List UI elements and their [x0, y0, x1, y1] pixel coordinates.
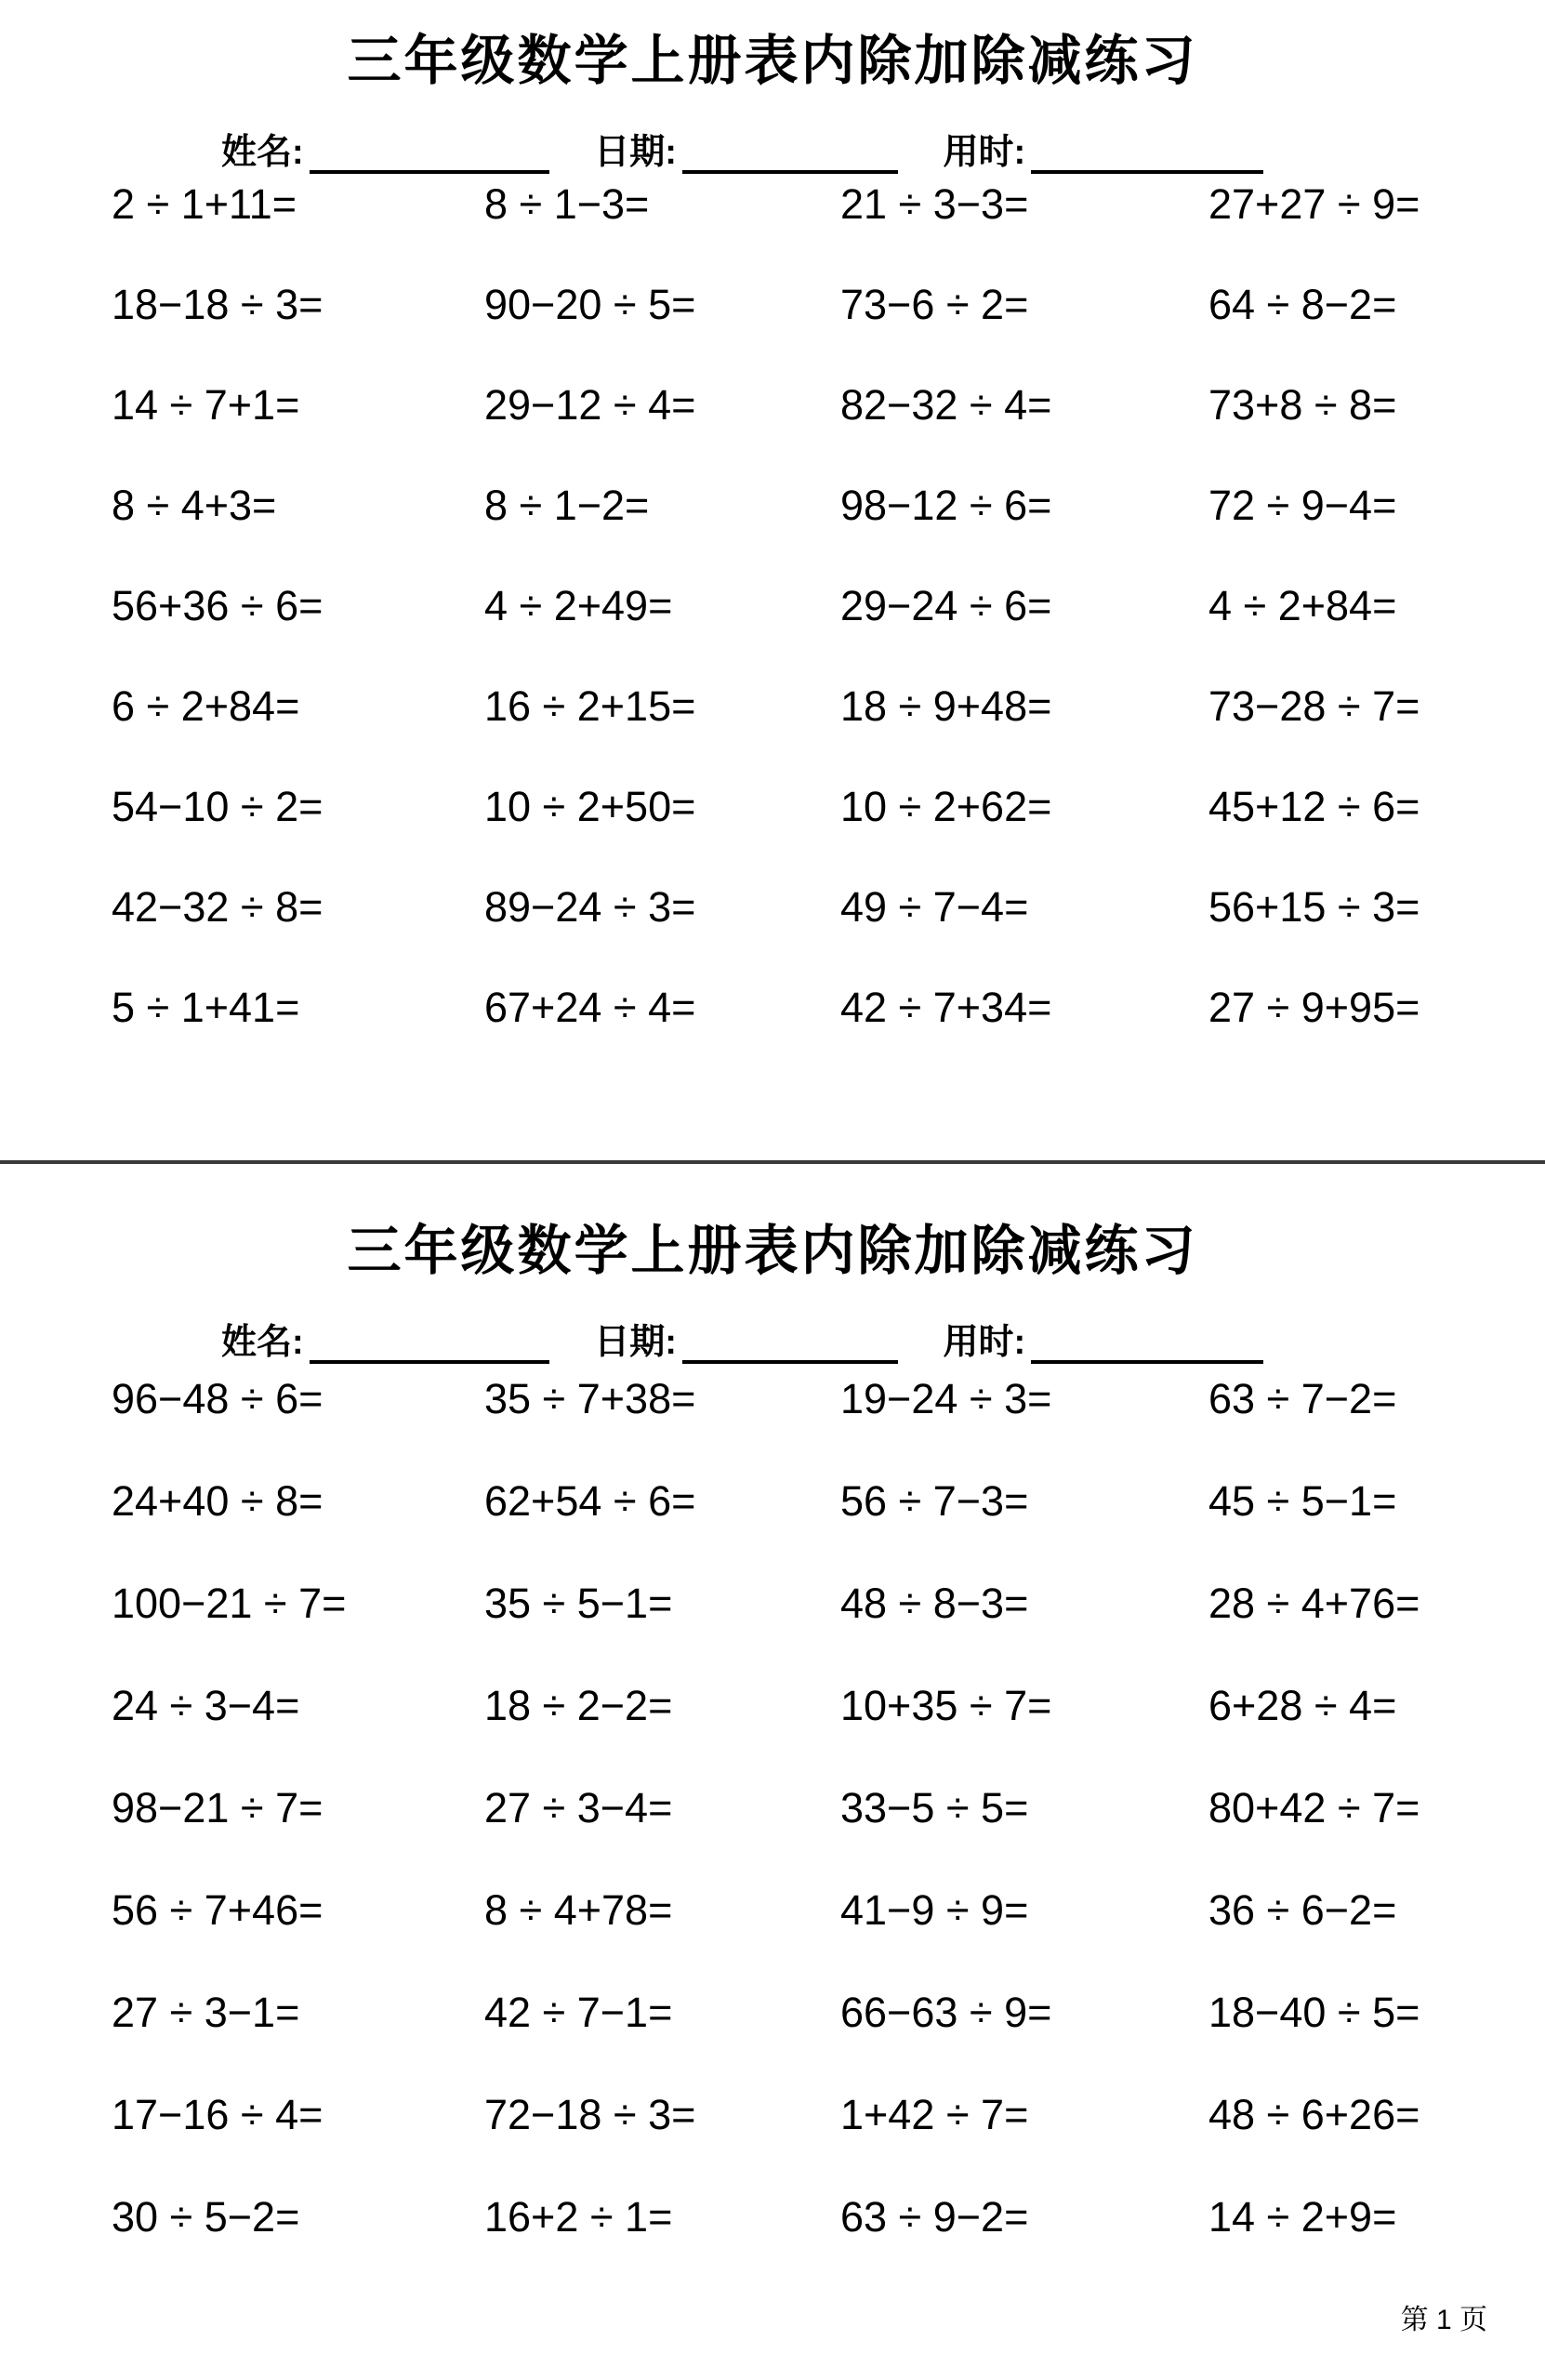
- problem-expression: 10 ÷ 2+62=: [840, 783, 1052, 830]
- problem-expression: 56 ÷ 7−3=: [840, 1477, 1029, 1525]
- problem-expression: 90−20 ÷ 5=: [484, 281, 696, 328]
- problem-expression: 42 ÷ 7+34=: [840, 984, 1052, 1031]
- time-blank-line: [1031, 1323, 1263, 1364]
- problem-expression: 10 ÷ 2+50=: [484, 783, 696, 830]
- problem-expression: 18−40 ÷ 5=: [1208, 1989, 1420, 2036]
- problem-expression: 16+2 ÷ 1=: [484, 2193, 673, 2241]
- date-label: 日期:: [594, 1323, 677, 1362]
- problem-expression: 8 ÷ 4+3=: [112, 482, 277, 529]
- name-label: 姓名:: [221, 133, 304, 172]
- date-blank-line: [682, 1323, 898, 1364]
- problem-expression: 6 ÷ 2+84=: [112, 682, 300, 730]
- problem-expression: 18 ÷ 9+48=: [840, 682, 1052, 730]
- problem-expression: 82−32 ÷ 4=: [840, 381, 1052, 429]
- problem-expression: 33−5 ÷ 5=: [840, 1784, 1029, 1831]
- problem-expression: 35 ÷ 5−1=: [484, 1580, 673, 1627]
- problem-expression: 27 ÷ 3−1=: [112, 1989, 300, 2036]
- problem-expression: 42−32 ÷ 8=: [112, 883, 324, 931]
- problem-expression: 14 ÷ 2+9=: [1208, 2193, 1397, 2241]
- problem-expression: 98−12 ÷ 6=: [840, 482, 1052, 529]
- problem-expression: 62+54 ÷ 6=: [484, 1477, 696, 1525]
- problem-expression: 48 ÷ 6+26=: [1208, 2091, 1420, 2138]
- problem-expression: 16 ÷ 2+15=: [484, 682, 696, 730]
- problem-expression: 56+36 ÷ 6=: [112, 582, 324, 629]
- section1-header: [221, 123, 1263, 174]
- problem-expression: 17−16 ÷ 4=: [112, 2091, 324, 2138]
- problem-expression: 29−24 ÷ 6=: [840, 582, 1052, 629]
- problem-expression: 35 ÷ 7+38=: [484, 1375, 696, 1422]
- section1-title: 三年级数学上册表内除加除减练习: [347, 31, 1198, 91]
- problem-expression: 98−21 ÷ 7=: [112, 1784, 324, 1831]
- problem-expression: 56 ÷ 7+46=: [112, 1886, 324, 1934]
- problem-expression: 36 ÷ 6−2=: [1208, 1886, 1397, 1934]
- page-footer: 第 1 页: [1400, 2305, 1487, 2335]
- problem-expression: 73−28 ÷ 7=: [1208, 682, 1420, 730]
- problem-expression: 45 ÷ 5−1=: [1208, 1477, 1397, 1525]
- problem-expression: 73+8 ÷ 8=: [1208, 381, 1397, 429]
- date-label: 日期:: [594, 133, 677, 172]
- problem-expression: 4 ÷ 2+49=: [484, 582, 673, 629]
- problem-expression: 1+42 ÷ 7=: [840, 2091, 1029, 2138]
- problem-expression: 24 ÷ 3−4=: [112, 1682, 300, 1729]
- problem-expression: 21 ÷ 3−3=: [840, 180, 1029, 228]
- problem-expression: 42 ÷ 7−1=: [484, 1989, 673, 2036]
- problem-expression: 66−63 ÷ 9=: [840, 1989, 1052, 2036]
- problem-expression: 72−18 ÷ 3=: [484, 2091, 696, 2138]
- problem-expression: 10+35 ÷ 7=: [840, 1682, 1052, 1729]
- time-blank-line: [1031, 133, 1263, 174]
- problem-expression: 18 ÷ 2−2=: [484, 1682, 673, 1729]
- problem-expression: 29−12 ÷ 4=: [484, 381, 696, 429]
- problem-expression: 6+28 ÷ 4=: [1208, 1682, 1397, 1729]
- date-blank-line: [682, 133, 898, 174]
- problem-expression: 63 ÷ 9−2=: [840, 2193, 1029, 2241]
- problem-expression: 5 ÷ 1+41=: [112, 984, 300, 1031]
- problem-expression: 24+40 ÷ 8=: [112, 1477, 324, 1525]
- problem-expression: 100−21 ÷ 7=: [112, 1580, 347, 1627]
- problem-expression: 27 ÷ 9+95=: [1208, 984, 1420, 1031]
- problem-expression: 8 ÷ 1−2=: [484, 482, 650, 529]
- problem-expression: 63 ÷ 7−2=: [1208, 1375, 1397, 1422]
- problem-expression: 19−24 ÷ 3=: [840, 1375, 1052, 1422]
- problem-expression: 14 ÷ 7+1=: [112, 381, 300, 429]
- problem-expression: 30 ÷ 5−2=: [112, 2193, 300, 2241]
- problem-expression: 27 ÷ 3−4=: [484, 1784, 673, 1831]
- problem-expression: 4 ÷ 2+84=: [1208, 582, 1397, 629]
- problem-expression: 18−18 ÷ 3=: [112, 281, 324, 328]
- problem-expression: 28 ÷ 4+76=: [1208, 1580, 1420, 1627]
- section2-header: [221, 1313, 1263, 1364]
- problem-expression: 45+12 ÷ 6=: [1208, 783, 1420, 830]
- problem-expression: 96−48 ÷ 6=: [112, 1375, 324, 1422]
- name-label: 姓名:: [221, 1323, 304, 1362]
- name-blank-line: [310, 1323, 549, 1364]
- problem-expression: 8 ÷ 4+78=: [484, 1886, 673, 1934]
- section-divider: [0, 1160, 1545, 1164]
- problem-expression: 72 ÷ 9−4=: [1208, 482, 1397, 529]
- section2-problems-grid: [112, 1377, 1545, 2297]
- problem-expression: 8 ÷ 1−3=: [484, 180, 650, 228]
- problem-expression: 27+27 ÷ 9=: [1208, 180, 1420, 228]
- problem-expression: 67+24 ÷ 4=: [484, 984, 696, 1031]
- problem-expression: 54−10 ÷ 2=: [112, 783, 324, 830]
- section2-title: 三年级数学上册表内除加除减练习: [347, 1221, 1198, 1281]
- section1-problems-grid: [112, 182, 1545, 1086]
- problem-expression: 89−24 ÷ 3=: [484, 883, 696, 931]
- problem-expression: 2 ÷ 1+11=: [112, 180, 297, 228]
- problem-expression: 48 ÷ 8−3=: [840, 1580, 1029, 1627]
- problem-expression: 73−6 ÷ 2=: [840, 281, 1029, 328]
- time-label: 用时:: [943, 1323, 1026, 1362]
- problem-expression: 41−9 ÷ 9=: [840, 1886, 1029, 1934]
- problem-expression: 49 ÷ 7−4=: [840, 883, 1029, 931]
- name-blank-line: [310, 133, 549, 174]
- problem-expression: 56+15 ÷ 3=: [1208, 883, 1420, 931]
- problem-expression: 64 ÷ 8−2=: [1208, 281, 1397, 328]
- problem-expression: 80+42 ÷ 7=: [1208, 1784, 1420, 1831]
- time-label: 用时:: [943, 133, 1026, 172]
